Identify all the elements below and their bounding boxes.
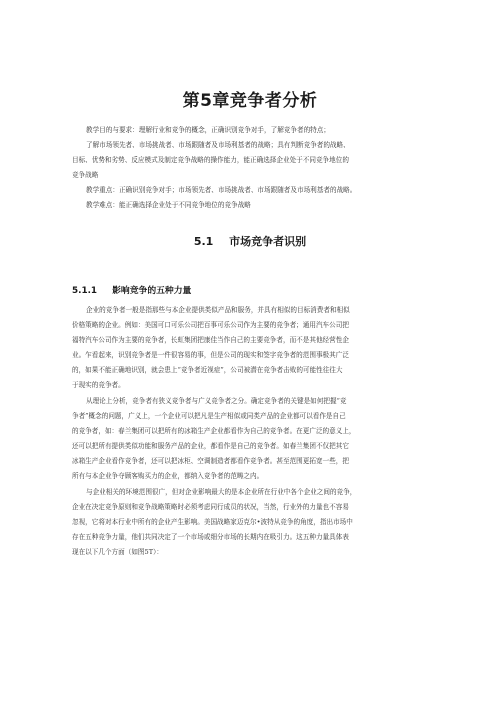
section-heading xyxy=(0,233,500,249)
paragraph-line: 还可以把所有提供类似功能和服务产品的企业，都看作是自己的竞争者。如春兰集团不仅把其它 xyxy=(72,442,349,451)
paragraph-line: 存在五种竞争力量，他们共同决定了一个市场或细分市场的长期内在吸引力。这五种力量具体表 xyxy=(72,533,349,542)
paragraph-line: 业。乍看起来，识别竞争者是一件很容易的事，但是公司的现实和签字竞争者的范围事极其广泛 xyxy=(72,351,349,360)
section-number: 5.1 xyxy=(193,235,214,248)
key-points-line: 教学重点：正确识别竞争对手；市场领先者、市场挑战者、市场跟随者及市场利基者的战略。 xyxy=(86,186,357,195)
paragraph-1 xyxy=(72,303,442,394)
subsection-title: 影响竞争的五种力量 xyxy=(112,286,192,296)
paragraph-line: 价格策略的企业。例如：美国可口可乐公司把百事可乐公司作为主要的竞争者；通用汽车公司把 xyxy=(72,321,349,330)
section-title: 市场竞争者识别 xyxy=(229,235,307,248)
paragraph-line: 的，如果不能正确地识别，就会患上“竞争者近视症”，公司被潜在竞争者击败的可能性往往大 xyxy=(72,366,343,375)
paragraph-line: 从理论上分析，竞争者有狭义竞争者与广义竞争者之分。确定竞争者的关键是如何把握“竞 xyxy=(86,397,347,405)
paragraph-line: 忽视，它将对本行业中所有的企业产生影响。美国战略家迈克尔•波特从竞争的角度，指出市场中 xyxy=(72,518,353,527)
paragraph-line: 所有与本企业争夺顾客购买力的企业，都纳入竞争者的范畴之内。 xyxy=(72,472,264,481)
objectives-block xyxy=(72,123,442,214)
objectives-line: 竞争战略 xyxy=(72,171,99,180)
paragraph-line: 福特汽车公司作为主要的竞争者，长虹集团把康佳当作自己的主要竞争者，而不是其他经营性企 xyxy=(72,336,349,345)
paragraph-line: 与企业相关的环境范围很广，但对企业影响最大的是本企业所在行业中各个企业之间的竞争， xyxy=(86,488,357,496)
objectives-line: 了解市场领先者、市场挑战者、市场跟随者及市场利基者的战略；具有判断竞争者的战略、 xyxy=(86,141,350,150)
subsection-number: 5.1.1 xyxy=(72,286,98,296)
paragraph-2 xyxy=(72,394,442,485)
difficulties-line: 教学难点：能正确选择企业处于不同竞争地位的竞争战略 xyxy=(86,201,251,210)
objectives-line: 教学目的与要求：理解行业和竞争的概念，正确识别竞争对手，了解竞争者的特点； xyxy=(86,126,330,134)
chapter-title: 第5章竞争者分析 xyxy=(182,91,318,111)
paragraph-line: 现在以下几个方面（如图5T）： xyxy=(72,548,164,557)
paragraph-line: 的竞争者，如：春兰集团可以把所有的冰箱生产企业都看作为自己的竞争者。在更广泛的意义上， xyxy=(72,427,356,436)
subsection-heading xyxy=(72,283,191,296)
objectives-line: 目标、优势和劣势、反应模式及制定竞争战略的操作能力，能正确选择企业处于不同竞争地位的 xyxy=(72,156,349,165)
paragraph-line: 争者”概念的问题，广义上，一个企业可以把凡是生产相似或同类产品的企业都可以看作是自己 xyxy=(72,412,346,421)
paragraph-line: 于现实的竞争者。 xyxy=(72,381,125,390)
paragraph-3 xyxy=(72,485,442,560)
paragraph-line: 企业在决定竞争原则和竞争战略策略时必须考虑同行成员的状况，当然，行业外的力量也不容易 xyxy=(72,503,349,512)
paragraph-line: 企业的竞争者一般是指那些与本企业提供类似产品和服务，并具有相似的目标消费者和相似 xyxy=(86,306,350,314)
paragraph-line: 冰箱生产企业看作竞争者，还可以把冰柜、空调制造者都看作竞争者。甚至范围更拓宽一些，把 xyxy=(72,457,349,466)
